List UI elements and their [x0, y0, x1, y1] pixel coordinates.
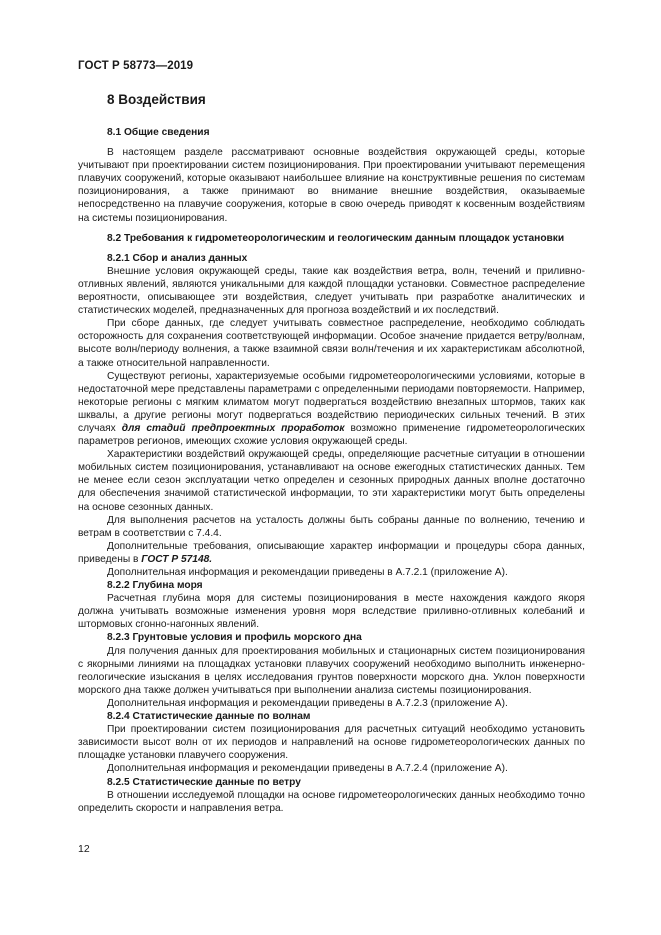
document-body: [78, 126, 585, 815]
heading-8-1: 8.1 Общие сведения: [107, 127, 210, 138]
paragraph: Расчетная глубина моря для системы позиционирования в месте нахождения каждого якоря должна учитывать возможные изменения уровня моря вследствие приливно-отливных колебаний и штормовых сгонно-нагонных явлений.: [78, 593, 585, 631]
paragraph: При сборе данных, где следует учитывать совместное распределение, необходимо соблюдать осторожность для сохранения соответствующей информации. Особое значение придается ветру/волнам, высоте волн/периоду волнения, а также взаимной связи волн/течения и их характеристикам абсолютной, а также относительной направленности.: [78, 318, 585, 369]
paragraph: В отношении исследуемой площадки на основе гидрометеорологических данных необходимо точно определить скорости и направления ветра.: [78, 789, 585, 814]
paragraph: Дополнительная информация и рекомендации приведены в А.7.2.4 (приложение А).: [107, 763, 508, 775]
heading-8-2-4: 8.2.4 Статистические данные по волнам: [107, 711, 311, 723]
paragraph: Дополнительная информация и рекомендации приведены в А.7.2.1 (приложение А).: [107, 567, 508, 578]
page-number: 12: [78, 843, 90, 855]
paragraph-8-1: В настоящем разделе рассматривают основные воздействия окружающей среды, которые учитывают при проектировании систем позиционирования. При проектировании учитывают перемещения плавучих сооружений, которые оказывают наибольшее влияние на конструктивные решения по системам позиционирования, а также принимают во внимание внешние воздействия, оказываемые непосредственно на плавучие сооружения, которые в свою очередь приводят к косвенным воздействиям на системы позиционирования.: [78, 147, 585, 224]
section-title: 8 Воздействия: [107, 92, 206, 107]
text-run: Дополнительные требования, описывающие характер информации и процедуры сбора данных, приведены в: [78, 540, 585, 565]
document-id-header: ГОСТ Р 58773—2019: [78, 60, 194, 72]
text-run: Существуют регионы, характеризуемые особыми гидрометеорологическими условиями, которые в недостаточной мере представлены параметрами с определенными периодами повторяемости. Например, некоторые регионы с мягким климатом могут подвергаться воздействию внезапных штормов, таких как шквалы, а другие регионы могут подвергаться воздействию периодических сильных течений. В этих случаях: [78, 370, 585, 434]
heading-8-2-3: 8.2.3 Грунтовые условия и профиль морского дна: [107, 632, 362, 644]
heading-8-2-5: 8.2.5 Статистические данные по ветру: [107, 776, 301, 788]
emphasis-text: для стадий предпроектных проработок: [121, 422, 345, 434]
paragraph: Для получения данных для проектирования мобильных и стационарных систем позиционирования с якорными линиями на площадках установки плавучих сооружений необходимо выполнить инженерно-геологические изыскания в целях исследования грунтов поверхности морского дна. Уклон поверхности морского дна также должен учитываться при выполнении анализа системы позиционирования.: [78, 645, 585, 696]
heading-8-2-1: 8.2.1 Сбор и анализ данных: [107, 252, 248, 264]
paragraph: Для выполнения расчетов на усталость должны быть собраны данные по волнению, течению и ветрам в соответствии с 7.4.4.: [78, 514, 585, 539]
paragraph: Внешние условия окружающей среды, такие как воздействия ветра, волн, течений и приливно-отливных явлений, являются уникальными для каждой площадки установки. Совместное распределение вероятности, описывающее эти воздействия, следует учитывать при разработке аналитических и статистических моделей, предназначенных для прогноза воздействий и их последствий.: [78, 265, 585, 317]
paragraph: При проектировании систем позиционирования для расчетных ситуаций необходимо установить зависимости высот волн от их периодов и направлений на основе гидрометеорологических данных по площадке установки плавучего сооружения.: [78, 724, 585, 762]
paragraph: [78, 540, 585, 566]
paragraph: [78, 370, 585, 449]
heading-8-2-2: 8.2.2 Глубина моря: [107, 580, 203, 592]
standard-reference: ГОСТ Р 57148.: [141, 553, 213, 565]
text-run: возможно применение гидрометеорологических параметров регионов, имеющих схожие условия окружающей среды.: [78, 422, 585, 448]
paragraph: Характеристики воздействий окружающей среды, определяющие расчетные ситуации в отношении мобильных систем позиционирования, устанавливают на основе ежегодных статистических данных. Тем не менее если сезон эксплуатации четко определен и сезонных природных данных вполне достаточно для обеспечения значимой статистической информации, то эти характеристики могут быть определены на основе сезонных данных.: [78, 449, 585, 513]
heading-8-2: 8.2 Требования к гидрометеорологическим и геологическим данным площадок установки: [107, 232, 565, 244]
paragraph: Дополнительная информация и рекомендации приведены в А.7.2.3 (приложение А).: [107, 697, 508, 709]
